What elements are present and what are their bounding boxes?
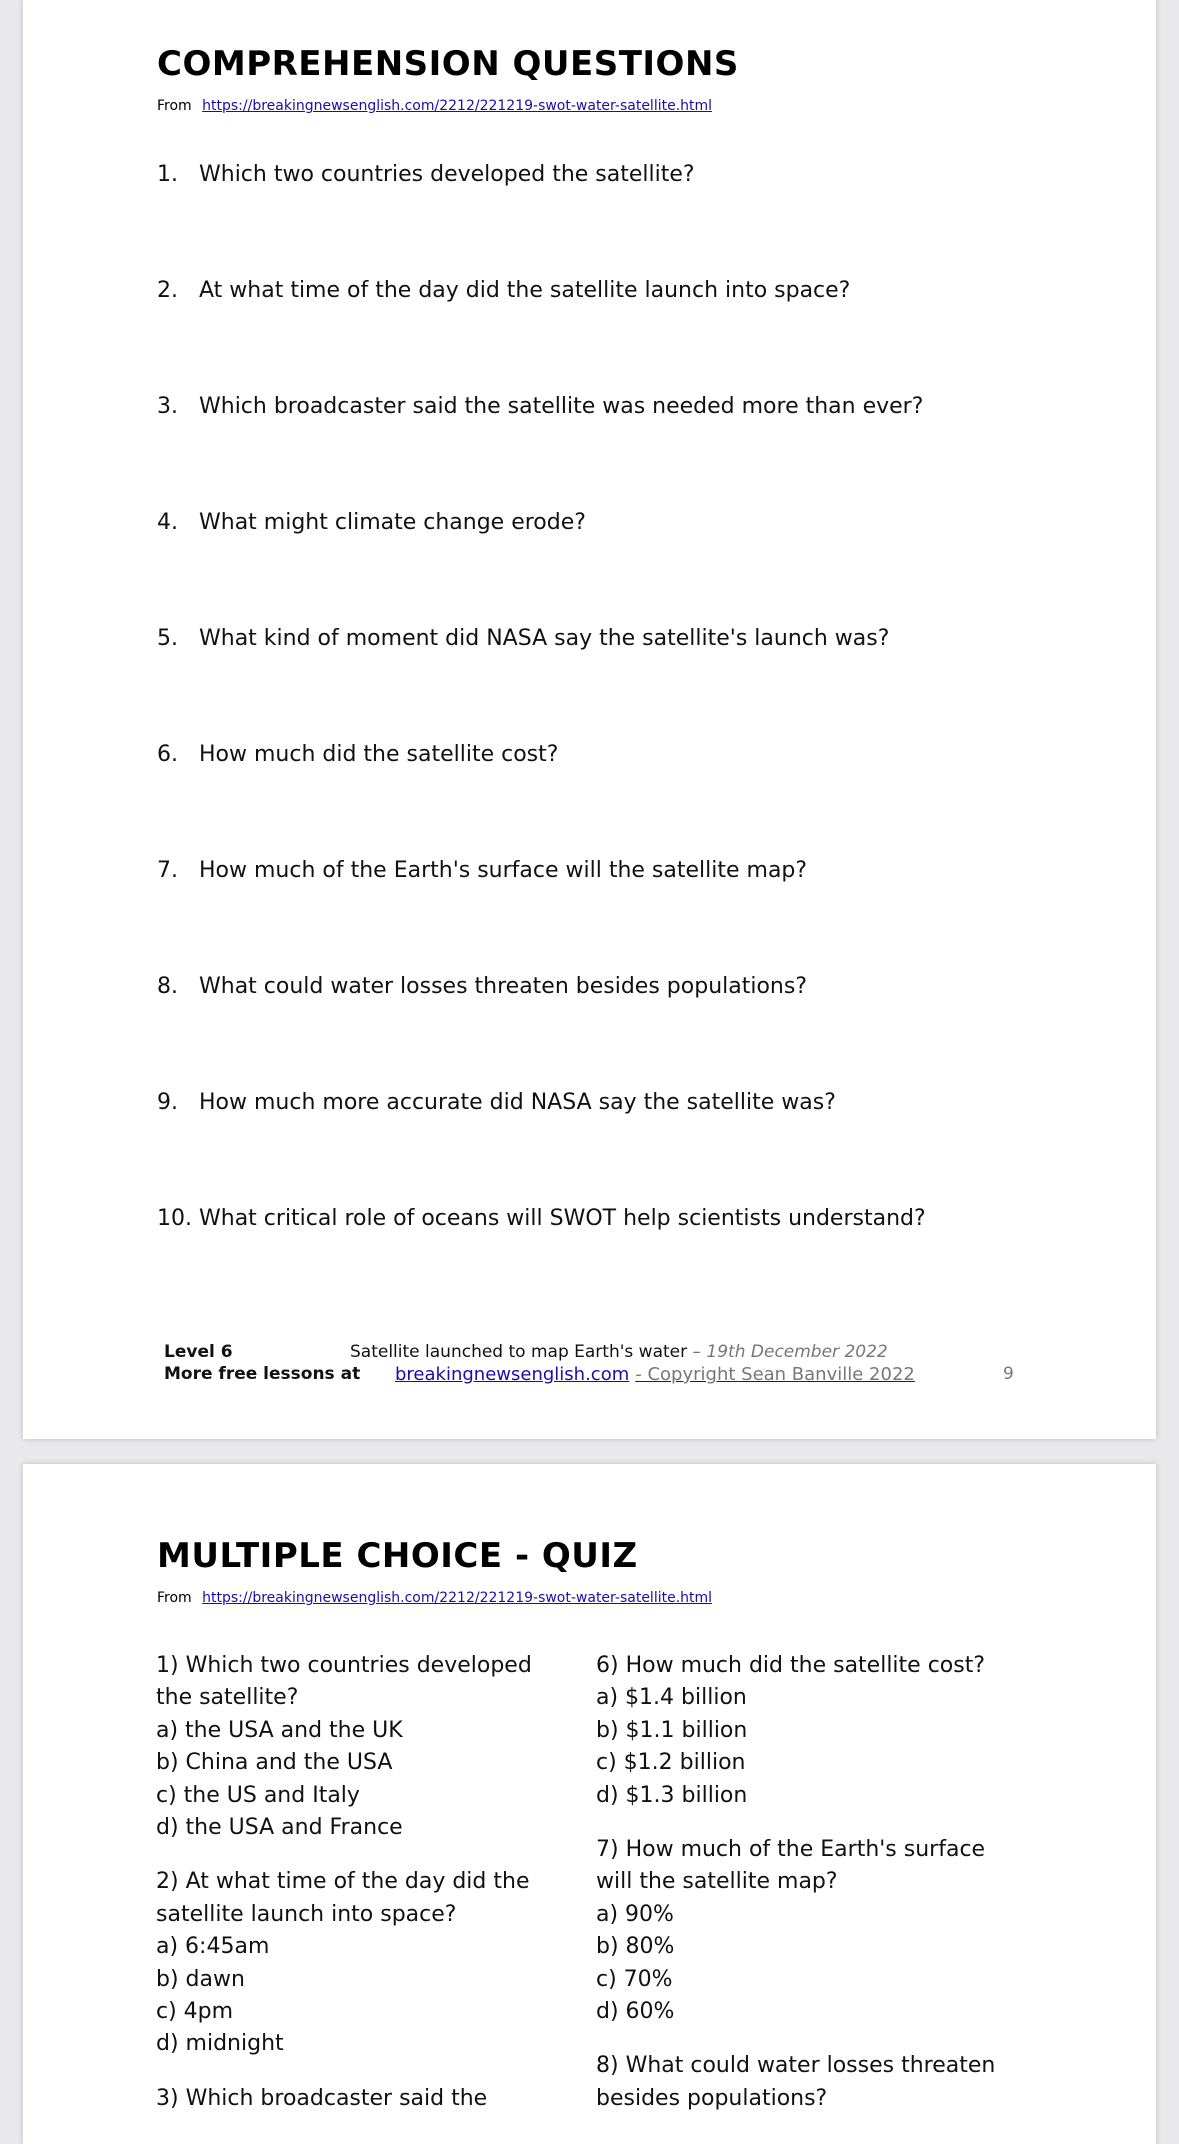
page-footer <box>164 1342 1044 1386</box>
lesson-title <box>350 1342 888 1362</box>
quiz-question-text: 3) Which broadcaster said the <box>156 2085 488 2111</box>
page-title: COMPREHENSION QUESTIONS <box>157 44 739 84</box>
quiz-option[interactable]: a) 6:45am <box>156 1934 270 1960</box>
quiz-question <box>596 2050 996 2115</box>
question-number: 3. <box>157 394 178 419</box>
list-item <box>157 160 926 276</box>
quiz-question <box>156 1866 556 2060</box>
quiz-option[interactable]: a) the USA and the UK <box>156 1717 403 1743</box>
quiz-option[interactable]: d) midnight <box>156 2031 284 2057</box>
quiz-question <box>596 1650 996 1812</box>
page-number: 9 <box>1003 1364 1014 1384</box>
lesson-date: – 19th December 2022 <box>687 1342 888 1362</box>
question-text: How much more accurate did NASA say the satellite was? <box>199 1090 836 1115</box>
quiz-option[interactable]: b) $1.1 billion <box>596 1717 748 1743</box>
question-number: 2. <box>157 278 178 303</box>
quiz-question-text: 7) How much of the Earth's surface will the satellite map? <box>596 1837 986 1895</box>
more-lessons-label: More free lessons at <box>164 1364 361 1384</box>
list-item <box>157 1088 926 1204</box>
quiz-option[interactable]: c) $1.2 billion <box>596 1750 746 1776</box>
quiz-question <box>156 1650 556 1844</box>
source-line <box>157 1590 712 1606</box>
question-number: 9. <box>157 1090 178 1115</box>
quiz-column-right <box>596 1650 996 2137</box>
source-link[interactable]: https://breakingnewsenglish.com/2212/221219-swot-water-satellite.html <box>202 98 713 114</box>
question-number: 7. <box>157 858 178 883</box>
list-item <box>157 392 926 508</box>
list-item <box>157 276 926 392</box>
question-text: Which two countries developed the satellite? <box>199 162 695 187</box>
question-text: What could water losses threaten besides populations? <box>199 974 808 999</box>
list-item <box>157 1204 926 1320</box>
question-text: Which broadcaster said the satellite was needed more than ever? <box>199 394 924 419</box>
quiz-option[interactable]: c) 4pm <box>156 1999 234 2025</box>
page-title: MULTIPLE CHOICE - QUIZ <box>157 1536 638 1576</box>
quiz-column-left <box>156 1650 556 2137</box>
question-text: How much did the satellite cost? <box>199 742 559 767</box>
quiz-option[interactable]: b) China and the USA <box>156 1750 393 1776</box>
question-number: 10. <box>157 1206 192 1231</box>
quiz-question-text: 8) What could water losses threaten besides populations? <box>596 2053 996 2111</box>
quiz-question-text: 6) How much did the satellite cost? <box>596 1653 986 1678</box>
quiz-option[interactable]: b) dawn <box>156 1966 245 1992</box>
quiz-option[interactable]: b) 80% <box>596 1934 675 1960</box>
question-number: 4. <box>157 510 178 535</box>
quiz-question-text: 2) At what time of the day did the satellite launch into space? <box>156 1869 530 1927</box>
list-item <box>157 972 926 1088</box>
site-link-wrap <box>395 1364 915 1385</box>
from-label: From <box>157 1590 192 1606</box>
lesson-title-text: Satellite launched to map Earth's water <box>350 1342 688 1362</box>
quiz-question-text: 1) Which two countries developed the satellite? <box>156 1653 532 1711</box>
quiz-option[interactable]: d) 60% <box>596 1999 675 2025</box>
quiz-option[interactable]: d) the USA and France <box>156 1815 403 1841</box>
level-label: Level 6 <box>164 1342 233 1362</box>
question-text: What might climate change erode? <box>199 510 586 535</box>
source-line <box>157 98 712 114</box>
quiz-option[interactable]: d) $1.3 billion <box>596 1782 748 1808</box>
quiz-question <box>156 2083 556 2115</box>
list-item <box>157 856 926 972</box>
question-number: 5. <box>157 626 178 651</box>
site-link[interactable]: breakingnewsenglish.com <box>395 1364 630 1385</box>
question-number: 6. <box>157 742 178 767</box>
question-text: What critical role of oceans will SWOT help scientists understand? <box>199 1206 926 1231</box>
question-list <box>157 160 926 1320</box>
list-item <box>157 508 926 624</box>
worksheet-page-comprehension <box>23 0 1156 1439</box>
quiz-option[interactable]: a) $1.4 billion <box>596 1685 747 1711</box>
source-link[interactable]: https://breakingnewsenglish.com/2212/221219-swot-water-satellite.html <box>202 1590 713 1606</box>
question-text: How much of the Earth's surface will the satellite map? <box>199 858 808 883</box>
list-item <box>157 624 926 740</box>
quiz-question <box>596 1834 996 2028</box>
copyright-text: - Copyright Sean Banville 2022 <box>635 1364 915 1385</box>
quiz-option[interactable]: c) the US and Italy <box>156 1782 360 1808</box>
question-number: 8. <box>157 974 178 999</box>
quiz-option[interactable]: a) 90% <box>596 1901 674 1927</box>
question-text: At what time of the day did the satellite launch into space? <box>199 278 851 303</box>
list-item <box>157 740 926 856</box>
from-label: From <box>157 98 192 114</box>
quiz-option[interactable]: c) 70% <box>596 1966 673 1992</box>
question-number: 1. <box>157 162 178 187</box>
question-text: What kind of moment did NASA say the satellite's launch was? <box>199 626 890 651</box>
